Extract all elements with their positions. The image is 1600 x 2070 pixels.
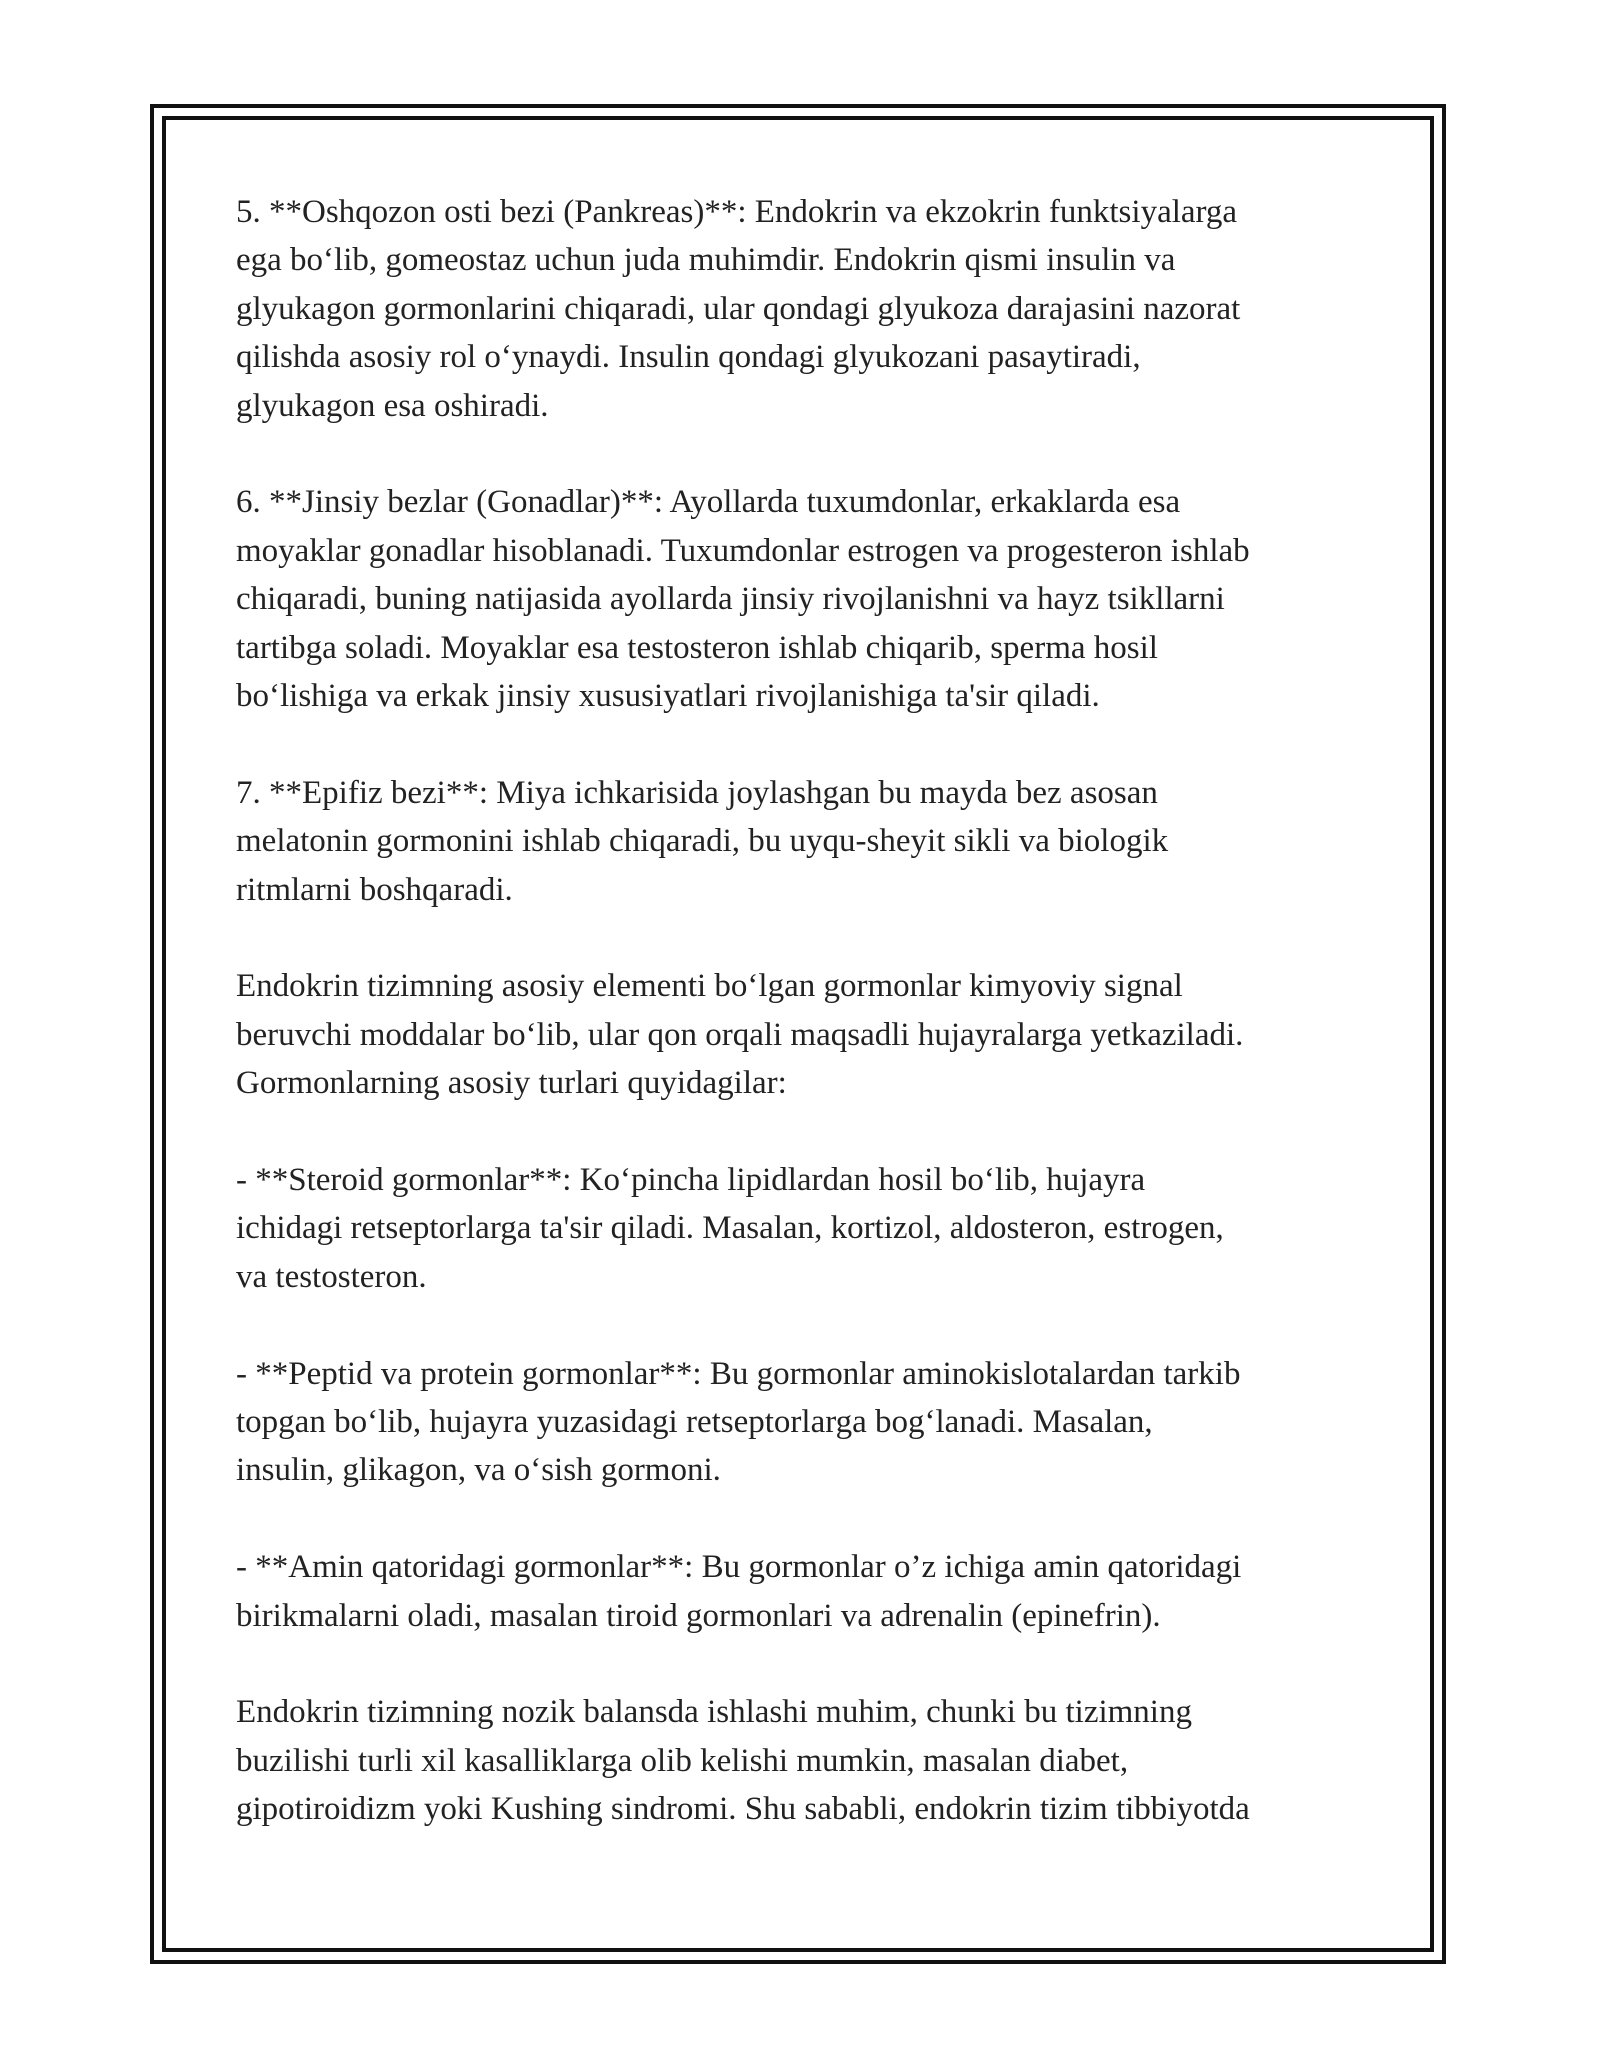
paragraph-steroid [236, 1156, 1376, 1301]
text-line: buzilishi turli xil kasalliklarga olib kelishi mumkin, masalan diabet, [236, 1742, 1129, 1779]
text-line: - **Amin qatoridagi gormonlar**: Bu gormonlar o’z ichiga amin qatoridagi [236, 1549, 1242, 1586]
text-line: 5. **Oshqozon osti bezi (Pankreas)**: Endokrin va ekzokrin funktsiyalarga [236, 194, 1238, 230]
text-line: - **Steroid gormonlar**: Ko‘pincha lipidlardan hosil bo‘lib, hujayra [236, 1162, 1146, 1199]
paragraph-hormones-intro [236, 962, 1376, 1107]
text-line: beruvchi moddalar bo‘lib, ular qon orqali maqsadli hujayralarga yetkaziladi. [236, 1016, 1244, 1053]
text-line: 7. **Epifiz bezi**: Miya ichkarisida joylashgan bu mayda bez asosan [236, 774, 1158, 811]
text-line: tartibga soladi. Moyaklar esa testosteron ishlab chiqarib, sperma hosil [236, 629, 1158, 666]
text-line: topgan bo‘lib, hujayra yuzasidagi retseptorlarga bog‘lanadi. Masalan, [236, 1404, 1153, 1441]
text-line: qilishda asosiy rol o‘ynaydi. Insulin qondagi glyukozani pasaytiradi, [236, 339, 1141, 376]
text-line: bo‘lishiga va erkak jinsiy xususiyatlari rivojlanishiga ta'sir qiladi. [236, 678, 1100, 715]
text-line: chiqaradi, buning natijasida ayollarda jinsiy rivojlanishni va hayz tsikllarni [236, 581, 1225, 618]
text-line: Gormonlarning asosiy turlari quyidagilar: [236, 1065, 787, 1102]
text-line: glyukagon esa oshiradi. [236, 387, 549, 424]
text-line: moyaklar gonadlar hisoblanadi. Tuxumdonlar estrogen va progesteron ishlab [236, 532, 1250, 569]
text-line: gipotiroidizm yoki Kushing sindromi. Shu sababli, endokrin tizim tibbiyotda [236, 1791, 1250, 1828]
text-line: melatonin gormonini ishlab chiqaradi, bu uyqu-sheyit sikli va biologik [236, 823, 1169, 860]
paragraph-amine [236, 1543, 1376, 1640]
text-line: va testosteron. [236, 1258, 427, 1295]
text-line: ritmlarni boshqaradi. [236, 871, 513, 908]
paragraph-pancreas [236, 188, 1376, 430]
text-line: 6. **Jinsiy bezlar (Gonadlar)**: Ayollarda tuxumdonlar, erkaklarda esa [236, 484, 1181, 521]
paragraph-pineal [236, 769, 1376, 914]
text-line: - **Peptid va protein gormonlar**: Bu gormonlar aminokislotalardan tarkib [236, 1355, 1241, 1392]
text-line: ichidagi retseptorlarga ta'sir qiladi. Masalan, kortizol, aldosteron, estrogen, [236, 1210, 1224, 1247]
text-line: Endokrin tizimning nozik balansda ishlashi muhim, chunki bu tizimning [236, 1694, 1192, 1731]
paragraph-gonads [236, 478, 1376, 720]
text-line: birikmalarni oladi, masalan tiroid gormonlari va adrenalin (epinefrin). [236, 1597, 1161, 1634]
paragraph-balance [236, 1688, 1376, 1833]
text-line: glyukagon gormonlarini chiqaradi, ular qondagi glyukoza darajasini nazorat [236, 290, 1241, 327]
text-line: insulin, glikagon, va o‘sish gormoni. [236, 1452, 721, 1489]
paragraph-peptide [236, 1350, 1376, 1495]
text-line: Endokrin tizimning asosiy elementi bo‘lgan gormonlar kimyoviy signal [236, 968, 1183, 1005]
text-line: ega bo‘lib, gomeostaz uchun juda muhimdir. Endokrin qismi insulin va [236, 242, 1176, 279]
document-body [236, 188, 1376, 1882]
